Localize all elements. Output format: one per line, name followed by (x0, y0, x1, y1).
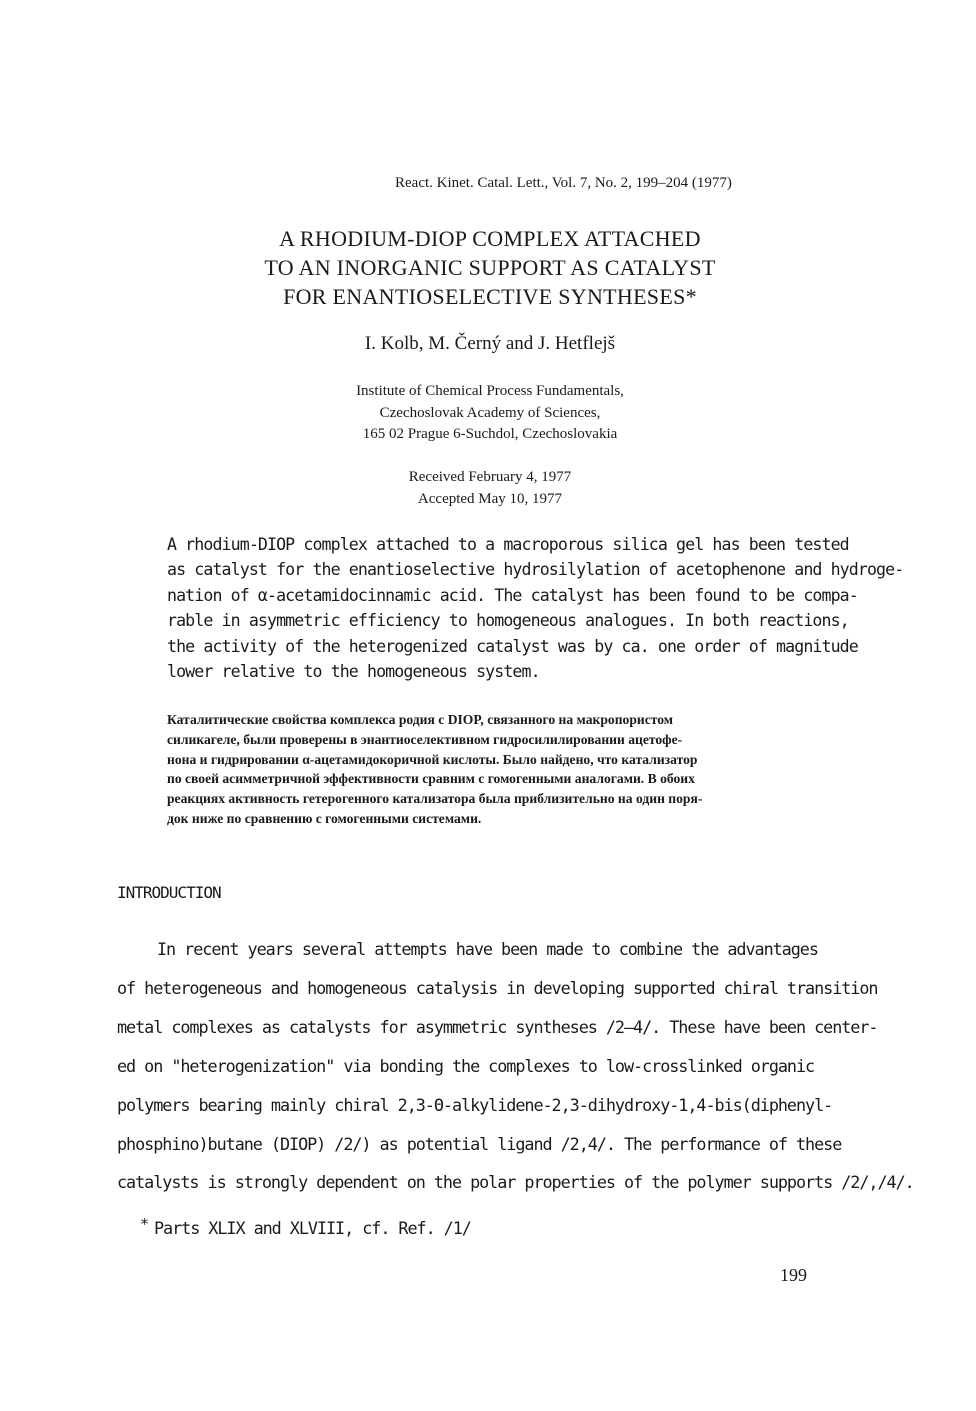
abstract-line: lower relative to the homogeneous system. (167, 662, 540, 682)
affiliation-line: 165 02 Prague 6-Suchdol, Czechoslovakia (362, 426, 618, 442)
abstract-line: as catalyst for the enantioselective hydrosilylation of acetophenone and hydroge- (167, 560, 904, 580)
abstract-ru-line: док ниже по сравнению с гомогенными системами. (167, 810, 482, 826)
affiliation-line: Institute of Chemical Process Fundamentals, (356, 383, 624, 399)
abstract-line: the activity of the heterogenized catalyst was by ca. one order of magnitude (167, 636, 858, 656)
accepted-date: Accepted May 10, 1977 (417, 490, 563, 507)
paragraph-line: polymers bearing mainly chiral 2,3-Θ-alkylidene-2,3-dihydroxy-1,4-bis(diphenyl- (117, 1094, 833, 1115)
abstract-line: rable in asymmetric efficiency to homogeneous analogues. In both reactions, (167, 611, 849, 631)
paragraph-line: phosphino)butane (DIOP) /2/) as potential ligand /2,4/. The performance of these (117, 1133, 842, 1154)
abstract-english (167, 532, 904, 684)
received-date: Received February 4, 1977 (408, 469, 572, 485)
abstract-line: nation of α-acetamidocinnamic acid. The catalyst has been found to be compa- (167, 585, 858, 605)
title-line: A RHODIUM-DIOP COMPLEX ATTACHED (279, 226, 701, 251)
dates (160, 467, 820, 510)
abstract-ru-line: нона и гидрировании α-ацетамидокоричной кислоты. Было найдено, что катализатор (167, 751, 698, 767)
footnote-text: Parts XLIX and XLVIII, cf. Ref. /1/ (153, 1218, 471, 1238)
affiliation (160, 381, 820, 446)
abstract-ru-line: силикагеле, были проверены в энантиоселективном гидросилилировании ацетофе- (167, 731, 683, 747)
affiliation-line: Czechoslovak Academy of Sciences, (379, 404, 601, 421)
page-number: 199 (780, 1265, 807, 1285)
journal-reference: React. Kinet. Catal. Lett., Vol. 7, No. 2, 199–204 (1977) (395, 175, 732, 191)
paragraph-line: metal complexes as catalysts for asymmetric syntheses /2–4/. These have been center- (117, 1016, 878, 1037)
abstract-ru-line: Каталитические свойства комплекса родия с DIOP, связанного на макропористом (167, 712, 674, 727)
footnote-marker: * (140, 1215, 148, 1233)
introduction-paragraph (117, 930, 914, 1202)
title-line: TO AN INORGANIC SUPPORT AS CATALYST (264, 255, 716, 280)
paragraph-line: catalysts is strongly dependent on the polar properties of the polymer supports /2/,/4/. (117, 1172, 914, 1193)
abstract-ru-line: по своей асимметричной эффективности сравним с гомогенными аналогами. В обоих (167, 771, 695, 787)
title-line: FOR ENANTIOSELECTIVE SYNTHESES* (283, 284, 697, 309)
abstract-ru-line: реакциях активность гетерогенного катализатора была приблизительно на один поря- (167, 791, 703, 807)
paragraph-line: of heterogeneous and homogeneous catalysis in developing supported chiral transition (117, 977, 878, 998)
abstract-russian (167, 710, 867, 829)
section-heading: INTRODUCTION (117, 883, 221, 902)
footnote (140, 1215, 471, 1238)
article-title (160, 224, 820, 311)
paragraph-line: ed on "heterogenization" via bonding the complexes to low-crosslinked organic (117, 1055, 815, 1076)
abstract-line: A rhodium-DIOP complex attached to a macroporous silica gel has been tested (167, 535, 849, 554)
authors: I. Kolb, M. Černý and J. Hetflejš (364, 333, 616, 354)
paragraph-line: In recent years several attempts have been made to combine the advantages (157, 939, 818, 959)
